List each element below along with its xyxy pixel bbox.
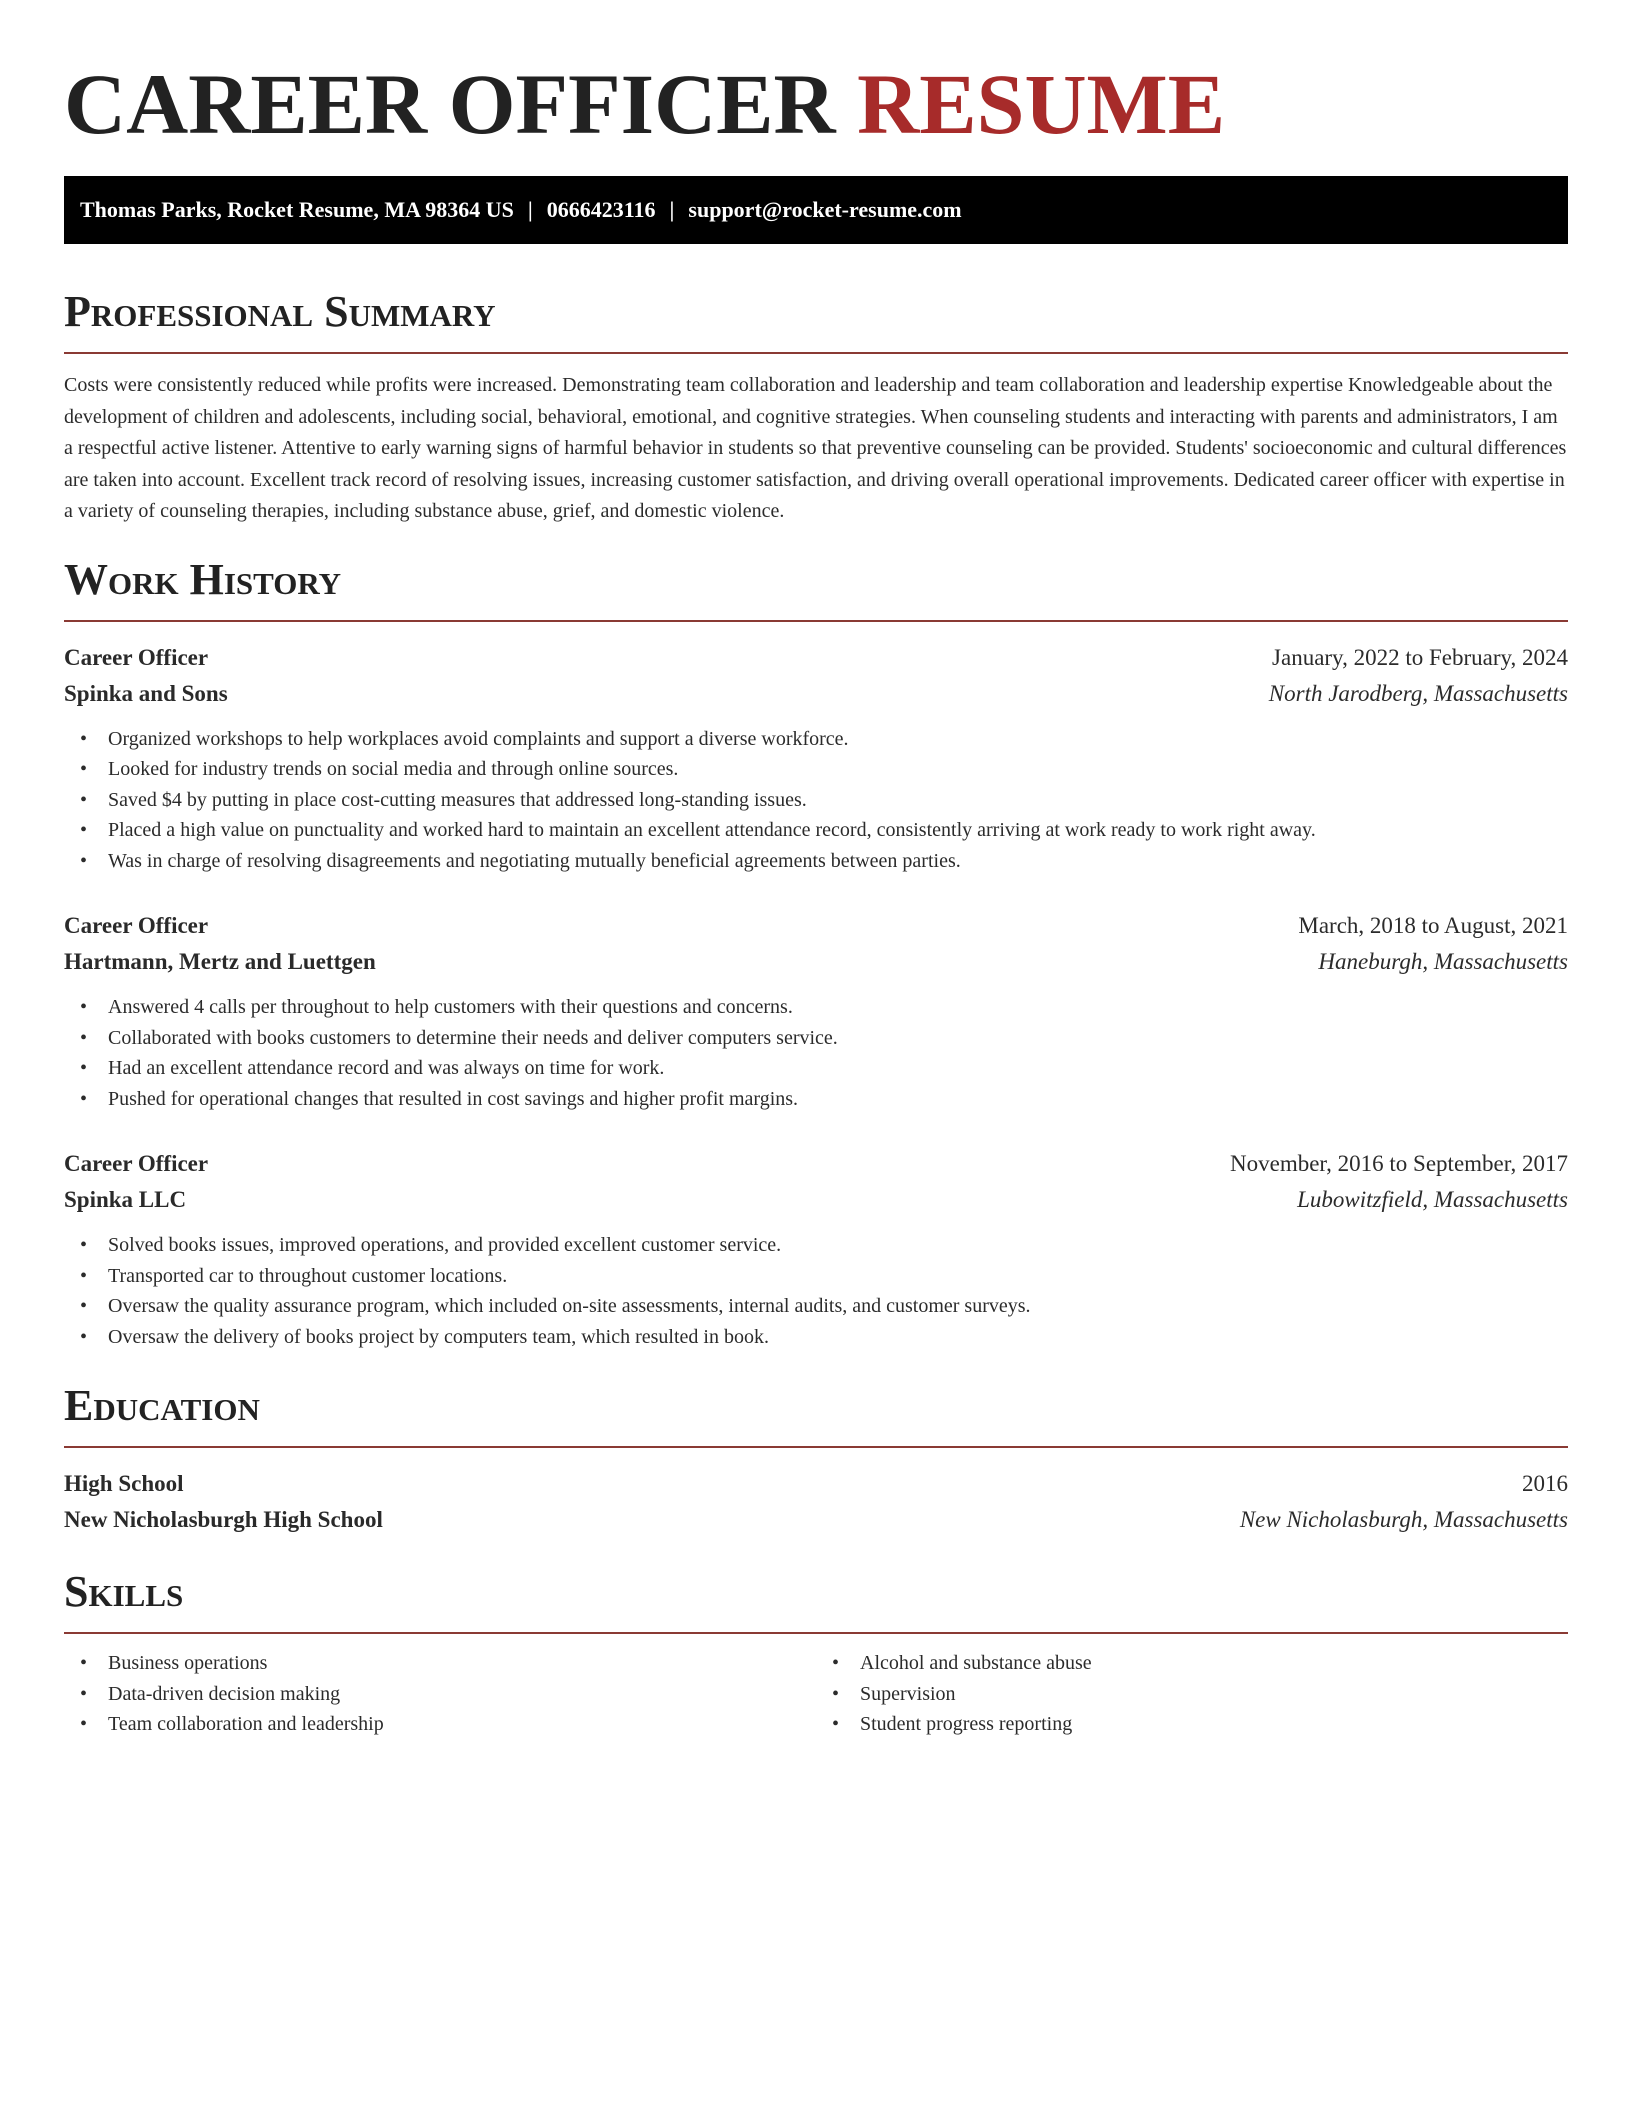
section-divider bbox=[64, 352, 1568, 354]
job-bullet: • Organized workshops to help workplaces avoid complaints and support a diverse workforce. bbox=[80, 724, 1568, 755]
skills-column-left bbox=[64, 1648, 816, 1740]
skill-item: • Supervision bbox=[832, 1679, 1568, 1710]
job-dates: January, 2022 to February, 2024 bbox=[1272, 644, 1568, 670]
job-entry bbox=[64, 908, 1568, 1114]
skill-item: • Business operations bbox=[80, 1648, 816, 1679]
section-divider bbox=[64, 620, 1568, 622]
section-divider bbox=[64, 1632, 1568, 1634]
job-bullets bbox=[64, 1230, 1568, 1352]
job-location: Haneburgh, Massachusetts bbox=[1318, 949, 1568, 974]
education-entry bbox=[64, 1466, 1568, 1538]
summary-heading: Professional Summary bbox=[64, 287, 496, 336]
job-company: Spinka and Sons bbox=[64, 680, 228, 706]
summary-section bbox=[64, 286, 1568, 528]
job-title: Career Officer bbox=[64, 644, 209, 670]
contact-separator: | bbox=[669, 197, 675, 222]
contact-address: Thomas Parks, Rocket Resume, MA 98364 US bbox=[80, 197, 514, 222]
section-divider bbox=[64, 1446, 1568, 1448]
job-bullet: • Placed a high value on punctuality and worked hard to maintain an excellent attendance record, consistently arriving at work ready to work right away. bbox=[80, 815, 1568, 846]
skill-item: • Team collaboration and leadership bbox=[80, 1709, 816, 1740]
contact-separator: | bbox=[527, 197, 533, 222]
summary-text: Costs were consistently reduced while profits were increased. Demonstrating team collaboration and leadership and team collaboration and leadership expertise Knowledgeable about the development of children and adolescents, including social, behavioral, emotional, and cognitive strategies. When counseling students and interacting with parents and administrators, I am a respectful active listener. Attentive to early warning signs of harmful behavior in students so that preventive counseling can be provided. Students' socioeconomic and cultural differences are taken into account. Excellent track record of resolving issues, increasing customer satisfaction, and driving overall operational improvements. Dedicated career officer with expertise in a variety of counseling therapies, including substance abuse, grief, and domestic violence. bbox=[64, 374, 1567, 522]
job-bullet: • Had an excellent attendance record and was always on time for work. bbox=[80, 1053, 1568, 1084]
job-location: North Jarodberg, Massachusetts bbox=[1268, 680, 1568, 706]
skills-grid bbox=[64, 1648, 1568, 1740]
job-title: Career Officer bbox=[64, 913, 209, 938]
skill-item: • Data-driven decision making bbox=[80, 1679, 816, 1710]
job-company: Spinka LLC bbox=[64, 1187, 187, 1212]
job-bullets bbox=[64, 992, 1568, 1114]
education-year: 2016 bbox=[1522, 1471, 1568, 1496]
job-dates: March, 2018 to August, 2021 bbox=[1298, 913, 1568, 938]
contact-phone: 0666423116 bbox=[546, 197, 656, 222]
resume-title bbox=[64, 0, 1568, 154]
job-bullet: • Oversaw the delivery of books project by computers team, which resulted in book. bbox=[80, 1322, 1568, 1353]
job-location: Lubowitzfield, Massachusetts bbox=[1297, 1187, 1568, 1212]
contact-bar bbox=[64, 176, 1568, 244]
job-bullet: • Solved books issues, improved operations, and provided excellent customer service. bbox=[80, 1230, 1568, 1261]
job-dates: November, 2016 to September, 2017 bbox=[1230, 1151, 1568, 1176]
job-bullet: • Pushed for operational changes that resulted in cost savings and higher profit margins. bbox=[80, 1084, 1568, 1115]
job-bullet: • Oversaw the quality assurance program, which included on-site assessments, internal audits, and customer surveys. bbox=[80, 1291, 1568, 1322]
education-location: New Nicholasburgh, Massachusetts bbox=[1239, 1507, 1568, 1532]
work-history-section bbox=[64, 554, 1568, 1353]
education-heading: Education bbox=[64, 1381, 260, 1430]
skills-heading: Skills bbox=[64, 1567, 184, 1616]
job-title: Career Officer bbox=[64, 1151, 209, 1176]
job-bullet: • Answered 4 calls per throughout to help customers with their questions and concerns. bbox=[80, 992, 1568, 1023]
title-main: CAREER OFFICER bbox=[64, 56, 836, 152]
skills-section bbox=[64, 1566, 1568, 1740]
job-bullet: • Collaborated with books customers to determine their needs and deliver computers service. bbox=[80, 1023, 1568, 1054]
job-bullet: • Looked for industry trends on social media and through online sources. bbox=[80, 754, 1568, 785]
skill-item: • Student progress reporting bbox=[832, 1709, 1568, 1740]
job-entry bbox=[64, 640, 1568, 877]
education-school: New Nicholasburgh High School bbox=[64, 1507, 383, 1532]
job-company: Hartmann, Mertz and Luettgen bbox=[64, 949, 376, 974]
education-section bbox=[64, 1380, 1568, 1538]
job-bullet: • Was in charge of resolving disagreements and negotiating mutually beneficial agreements between parties. bbox=[80, 846, 1568, 877]
job-bullet: • Transported car to throughout customer locations. bbox=[80, 1261, 1568, 1292]
work-history-heading: Work History bbox=[64, 554, 342, 604]
job-bullet: • Saved $4 by putting in place cost-cutting measures that addressed long-standing issues. bbox=[80, 785, 1568, 816]
job-entry bbox=[64, 1146, 1568, 1352]
skills-column-right bbox=[816, 1648, 1568, 1740]
title-accent: RESUME bbox=[857, 56, 1226, 152]
job-bullets bbox=[64, 724, 1568, 877]
contact-email: support@rocket-resume.com bbox=[688, 197, 962, 222]
skill-item: • Alcohol and substance abuse bbox=[832, 1648, 1568, 1679]
resume-page bbox=[64, 0, 1568, 1740]
education-degree: High School bbox=[64, 1471, 184, 1496]
